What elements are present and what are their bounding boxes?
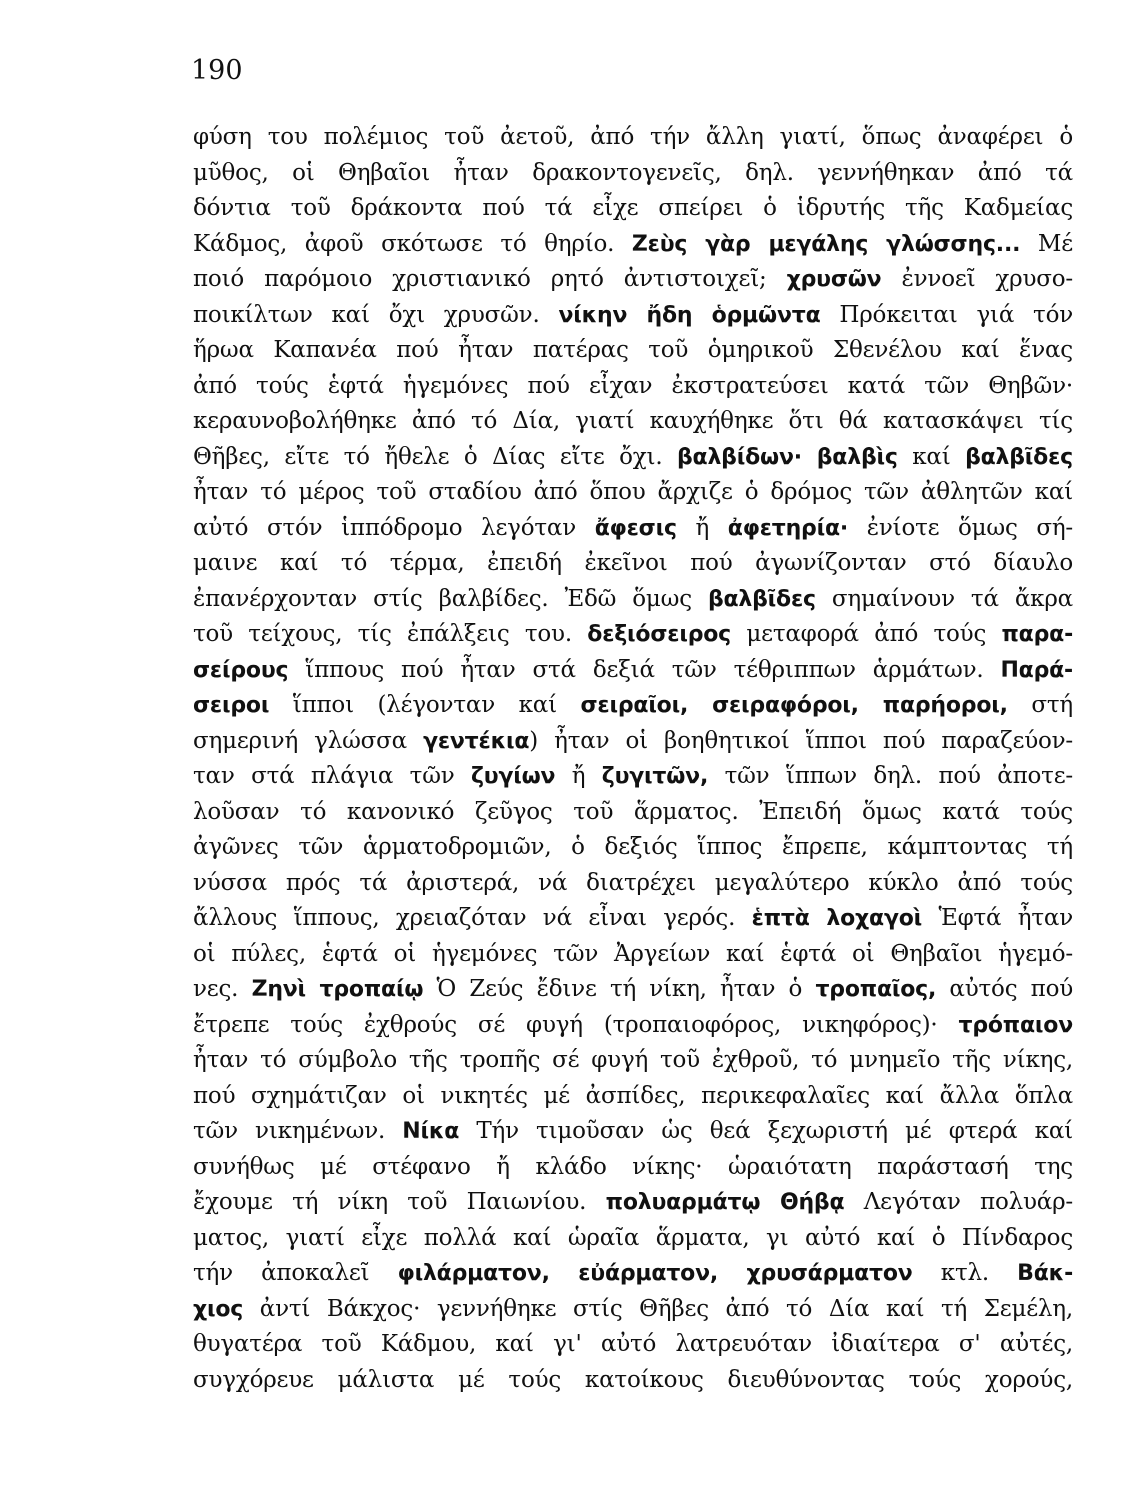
text-run: μαινε καί τό τέρμα, ἐπειδή ἐκεῖνοι πού ἀγωνίζονταν στό δίαυλο <box>193 550 1073 576</box>
text-run: σημερινή γλώσσα <box>193 727 424 754</box>
text-run: νες. <box>193 976 252 1002</box>
text-line <box>193 1043 1073 1079</box>
text-run: ἔτρεπε τούς ἐχθρούς σέ φυγή (τροπαιοφόρος, νικηφόρος)· <box>193 1011 959 1038</box>
text-line <box>193 866 1073 902</box>
text-line <box>193 688 1073 724</box>
text-run: σημαίνουν τά ἄκρα <box>815 585 1073 612</box>
text-run: ἐπανέρχονταν στίς βαλβίδες. Ἐδῶ ὅμως <box>193 585 708 612</box>
page-number: 190 <box>191 55 243 86</box>
text-run: αὐτό στόν ἱππόδρομο λεγόταν <box>193 514 595 541</box>
text-line <box>193 1256 1073 1292</box>
text-run: Ἑφτά ἦταν <box>922 905 1073 931</box>
lemma-term: Παρά- <box>1000 657 1073 683</box>
text-line <box>193 1079 1073 1115</box>
lemma-term: σείρους <box>193 657 289 683</box>
text-line <box>193 582 1073 618</box>
text-run: μῦθος, οἱ Θηβαῖοι ἦταν δρακοντογενεῖς, δηλ. γεννήθηκαν ἀπό τά <box>193 159 1073 186</box>
text-run: ποικίλτων καί ὄχι χρυσῶν. <box>193 301 559 328</box>
text-run: ἤ <box>555 763 602 789</box>
text-run: ἤ <box>676 514 728 541</box>
lemma-term: δεξιόσειρος <box>587 622 731 647</box>
text-run: δόντια τοῦ δράκοντα πού τά εἶχε σπείρει ὁ ἱδρυτής τῆς Καδμείας <box>193 195 1073 221</box>
text-line <box>193 1292 1073 1328</box>
lemma-term: Νίκα <box>402 1119 460 1144</box>
text-run: νύσσα πρός τά ἀριστερά, νά διατρέχει μεγαλύτερο κύκλο ἀπό τούς <box>193 869 1073 896</box>
text-line <box>193 440 1073 476</box>
lemma-term: ἄφεσις <box>594 515 677 541</box>
text-run: ταν στά πλάγια τῶν <box>193 763 471 789</box>
text-run: ἵπποι (λέγονταν καί <box>269 692 581 718</box>
lemma-term: σειροι <box>193 693 270 718</box>
lemma-term: τροπαῖος, <box>815 977 937 1002</box>
text-line <box>193 1363 1073 1399</box>
text-line <box>193 511 1073 547</box>
text-run: φύση του πολέμιος τοῦ ἀετοῦ, ἀπό τήν ἄλλη γιατί, ὅπως ἀναφέρει ὁ <box>193 124 1073 150</box>
text-line <box>193 1185 1073 1221</box>
text-line <box>193 227 1073 263</box>
text-run: τοῦ τείχους, τίς ἐπάλξεις του. <box>193 621 588 647</box>
lemma-term: ζυγίων <box>470 764 556 789</box>
text-line <box>193 369 1073 405</box>
lemma-term: νίκην ἤδη ὁρμῶντα <box>558 302 821 328</box>
text-line <box>193 972 1073 1008</box>
lemma-term: πολυαρμάτῳ Θήβᾳ <box>605 1190 845 1215</box>
lemma-term: χρυσῶν <box>786 267 882 292</box>
text-run: ἄλλους ἵππους, χρειαζόταν νά εἶναι γερός. <box>193 905 752 931</box>
text-line <box>193 795 1073 831</box>
lemma-term: φιλάρματον, εὐάρματον, χρυσάρματον <box>397 1261 913 1286</box>
text-run: ἵππους πού ἦταν στά δεξιά τῶν τέθριππων ἁρμάτων. <box>288 656 1001 683</box>
text-run: Μέ <box>1020 230 1073 257</box>
text-run: Τήν τιμοῦσαν ὡς θεά ξεχωριστή μέ φτερά καί <box>459 1118 1073 1144</box>
text-run: Λεγόταν πολυάρ- <box>844 1189 1073 1215</box>
text-line <box>193 830 1073 866</box>
text-line <box>193 1008 1073 1044</box>
text-line <box>193 1221 1073 1257</box>
lemma-term: χιος <box>193 1296 244 1322</box>
body-text <box>193 120 1073 1398</box>
text-run: μεταφορά ἀπό τούς <box>731 621 1002 647</box>
lemma-term: τρόπαιον <box>958 1012 1073 1038</box>
text-run: λοῦσαν τό κανονικό ζεῦγος τοῦ ἅρματος. Ἐπειδή ὅμως κατά τούς <box>193 798 1073 825</box>
lemma-term: παρα- <box>1001 622 1073 647</box>
text-run: θυγατέρα τοῦ Κάδμου, καί γι' αὐτό λατρευόταν ἰδιαίτερα σ' αὐτές, <box>193 1331 1073 1357</box>
text-run: τῶν νικημένων. <box>193 1118 403 1144</box>
text-run: πού σχημάτιζαν οἱ νικητές μέ ἀσπίδες, περικεφαλαῖες καί ἄλλα ὅπλα <box>193 1082 1073 1109</box>
text-run: ἔχουμε τή νίκη τοῦ Παιωνίου. <box>193 1189 606 1215</box>
text-line <box>193 1150 1073 1186</box>
text-run: ἀγῶνες τῶν ἁρματοδρομιῶν, ὁ δεξιός ἵππος ἔπρεπε, κάμπτοντας τή <box>193 834 1073 860</box>
text-line <box>193 262 1073 298</box>
text-line <box>193 937 1073 973</box>
text-line <box>193 475 1073 511</box>
text-line <box>193 1114 1073 1150</box>
text-line <box>193 156 1073 192</box>
lemma-term: ζυγιτῶν, <box>601 764 709 789</box>
text-run: ἐνίοτε ὅμως σή- <box>848 514 1073 541</box>
text-run: κτλ. <box>912 1260 1018 1286</box>
lemma-term: ἀφετηρία· <box>727 515 849 541</box>
text-run: συγχόρευε μάλιστα μέ τούς κατοίκους διευθύνοντας τούς χορούς, <box>193 1366 1073 1393</box>
text-run: Ὁ Ζεύς ἔδινε τή νίκη, ἦταν ὁ <box>423 976 816 1002</box>
text-run: ) ἦταν οἱ βοηθητικοί ἵπποι πού παραζεύον- <box>529 727 1073 754</box>
text-line <box>193 901 1073 937</box>
text-run: ἥρωα Καπανέα πού ἦταν πατέρας τοῦ ὁμηρικοῦ Σθενέλου καί ἕνας <box>193 337 1073 363</box>
text-run: αὐτός πού <box>936 976 1073 1002</box>
text-line <box>193 724 1073 760</box>
text-run: συνήθως μέ στέφανο ἤ κλάδο νίκης· ὡραιότατη παράστασή της <box>193 1153 1073 1180</box>
text-run: ἐννοεῖ χρυσο- <box>881 266 1073 292</box>
text-line <box>193 120 1073 156</box>
text-line <box>193 404 1073 440</box>
text-line <box>193 191 1073 227</box>
lemma-term: Ζηνὶ τροπαίῳ <box>251 977 424 1002</box>
text-run: στή <box>1007 692 1073 718</box>
lemma-term: βαλβῖδες <box>707 586 816 612</box>
text-line <box>193 546 1073 582</box>
lemma-term: γεντέκια <box>423 728 530 754</box>
lemma-term: βαλβίδων· βαλβὶς <box>677 444 898 470</box>
text-line <box>193 333 1073 369</box>
lemma-term: Ζεὺς γὰρ μεγάλης γλώσσης... <box>631 231 1021 257</box>
text-line <box>193 1327 1073 1363</box>
text-run: Θῆβες, εἴτε τό ἤθελε ὁ Δίας εἴτε ὄχι. <box>193 443 677 470</box>
text-run: ματος, γιατί εἶχε πολλά καί ὡραῖα ἅρματα, γι αὐτό καί ὁ Πίνδαρος <box>193 1224 1073 1251</box>
text-run: κεραυνοβολήθηκε ἀπό τό Δία, γιατί καυχήθηκε ὅτι θά κατασκάψει τίς <box>193 408 1073 434</box>
text-line <box>193 298 1073 334</box>
lemma-term: βαλβῖδες <box>965 444 1073 470</box>
text-run: καί <box>897 443 966 470</box>
text-run: ἀπό τούς ἑφτά ἡγεμόνες πού εἶχαν ἐκστρατεύσει κατά τῶν Θηβῶν· <box>193 372 1073 399</box>
text-run: τήν ἀποκαλεῖ <box>193 1260 398 1286</box>
lemma-term: σειραῖοι, σειραφόροι, παρήοροι, <box>580 693 1008 718</box>
text-run: τῶν ἵππων δηλ. πού ἀποτε- <box>708 763 1073 789</box>
text-run: ἦταν τό μέρος τοῦ σταδίου ἀπό ὅπου ἄρχιζε ὁ δρόμος τῶν ἀθλητῶν καί <box>193 479 1073 505</box>
text-run: Πρόκειται γιά τόν <box>820 301 1073 328</box>
text-run: ἀντί Βάκχος· γεννήθηκε στίς Θῆβες ἀπό τό Δία καί τή Σεμέλη, <box>243 1295 1073 1322</box>
text-run: ἦταν τό σύμβολο τῆς τροπῆς σέ φυγή τοῦ ἐχθροῦ, τό μνημεῖο τῆς νίκης, <box>193 1047 1073 1073</box>
lemma-term: Βάκ- <box>1017 1261 1073 1286</box>
lemma-term: ἑπτὰ λοχαγοὶ <box>751 906 923 931</box>
text-line <box>193 617 1073 653</box>
text-run: ποιό παρόμοιο χριστιανικό ρητό ἀντιστοιχεῖ; <box>193 266 787 292</box>
text-line <box>193 653 1073 689</box>
text-run: οἱ πύλες, ἑφτά οἱ ἡγεμόνες τῶν Ἀργείων καί ἑφτά οἱ Θηβαῖοι ἡγεμό- <box>193 940 1073 967</box>
text-line <box>193 759 1073 795</box>
text-run: Κάδμος, ἀφοῦ σκότωσε τό θηρίο. <box>193 230 632 257</box>
